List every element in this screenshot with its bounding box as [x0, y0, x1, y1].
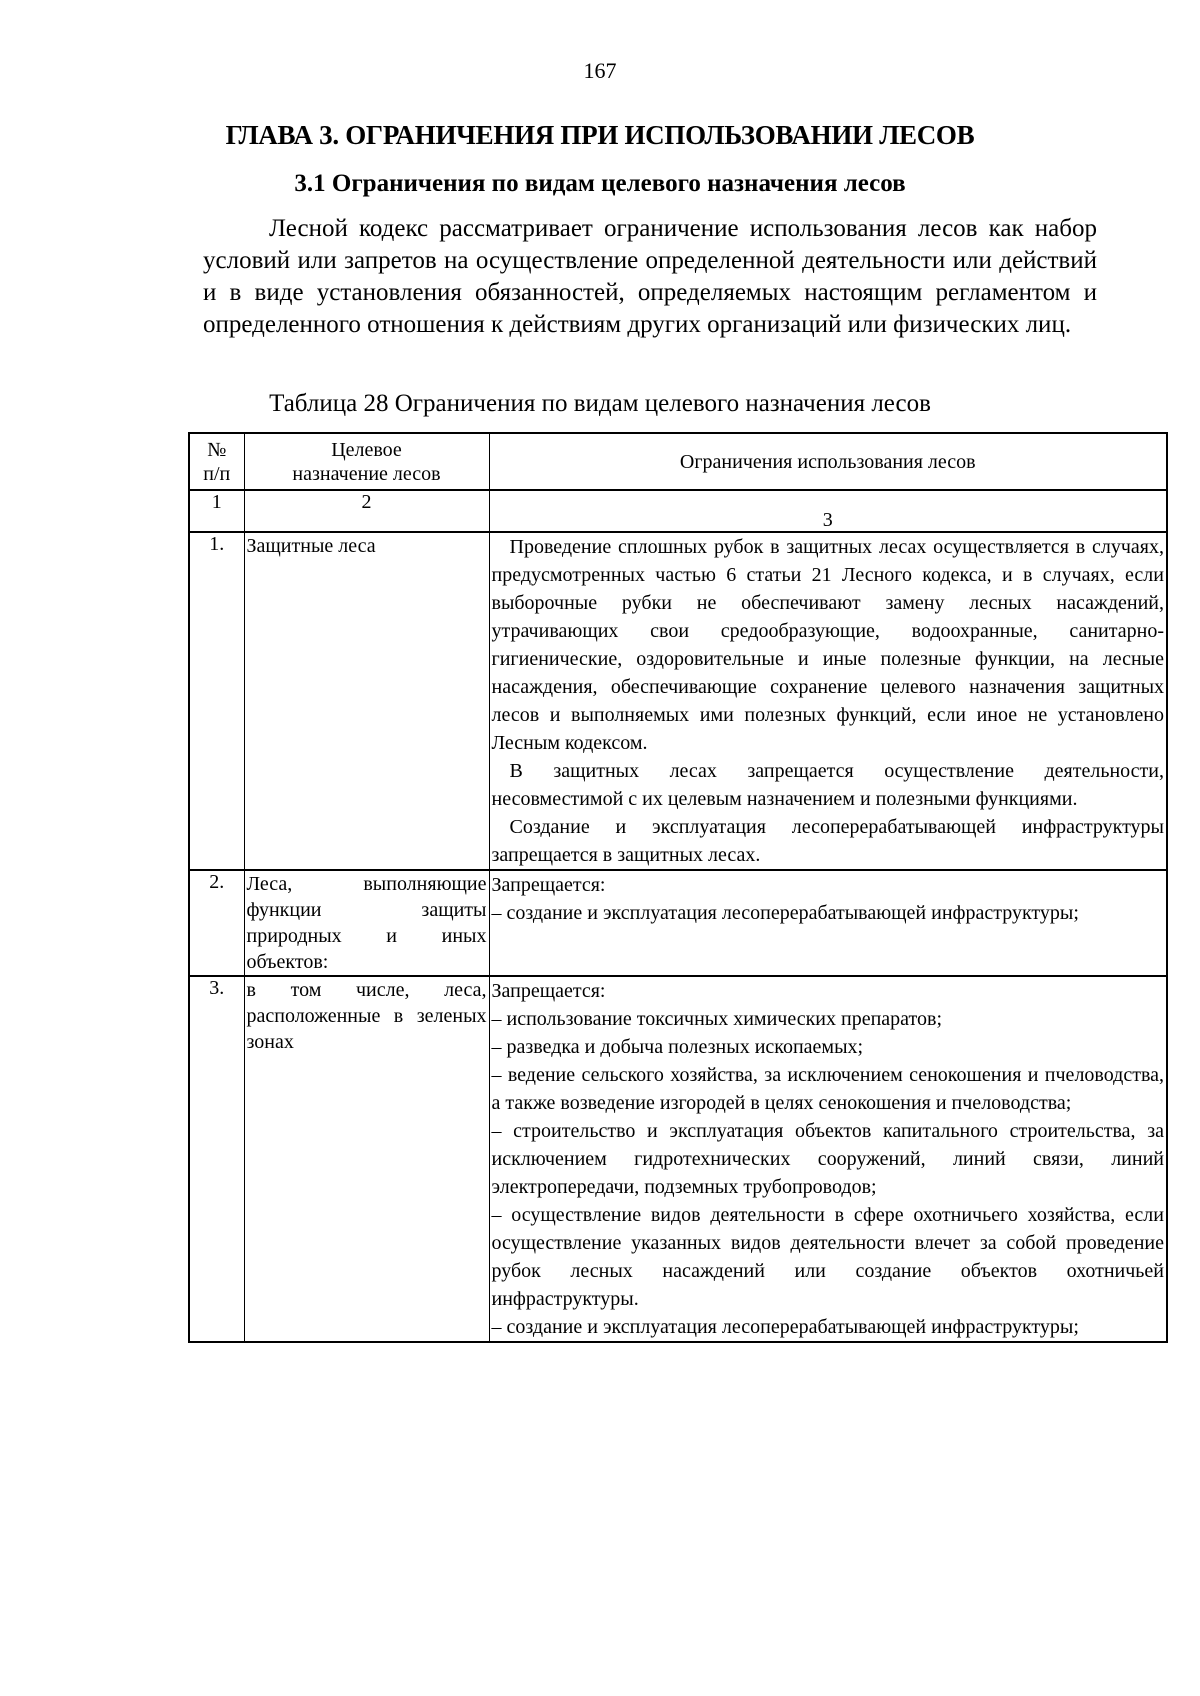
row-purpose: в том числе, леса, расположенные в зеленых зонах [244, 976, 489, 1342]
table-row [189, 870, 1167, 976]
restriction-paragraph: – разведка и добыча полезных ископаемых; [491, 1036, 864, 1058]
restriction-paragraph: – ведение сельского хозяйства, за исключением сенокошения и пчеловодства, а также возведение изгородей в целях сенокошения и пчеловодства; [491, 1064, 1164, 1114]
restrictions-table-container [188, 432, 1166, 1343]
table-row [189, 532, 1167, 870]
restriction-paragraph: В защитных лесах запрещается осуществление деятельности, несовместимой с их целевым назначением и полезными функциями. [491, 760, 1164, 810]
page-number: 167 [583, 58, 617, 83]
header-purpose-line1: Целевое [331, 438, 402, 461]
header-purpose-line2: назначение лесов [292, 462, 441, 485]
table-caption: Таблица 28 Ограничения по видам целевого назначения лесов [269, 390, 931, 417]
restriction-paragraph: Запрещается: [491, 980, 606, 1002]
header-number-line1: № [207, 438, 227, 461]
restriction-paragraph: Запрещается: [491, 874, 606, 896]
row-number: 1. [189, 532, 244, 870]
header-restrictions: Ограничения использования лесов [489, 433, 1167, 490]
row-restrictions [489, 870, 1167, 976]
row-restrictions [489, 532, 1167, 870]
restriction-paragraph: – создание и эксплуатация лесоперерабатывающей инфраструктуры; [491, 902, 1079, 924]
restriction-paragraph: Проведение сплошных рубок в защитных лесах осуществляется в случаях, предусмотренных частью 6 статьи 21 Лесного кодекса, и в случаях, если выборочные рубки не обеспечивают замену лесных насаждений, утрачивающих свои средообразующие, водоохранные, санитарно-гигиенические, оздоровительные и иные полезные функции, на лесные насаждения, обеспечивающие сохранение целевого назначения защитных лесов и выполняемых ими полезных функций, если иное не установлено Лесным кодексом. [491, 536, 1164, 754]
restriction-paragraph: – осуществление видов деятельности в сфере охотничьего хозяйства, если осуществление указанных видов деятельности влечет за собой проведение рубок лесных насаждений или создание объектов охотничьей инфраструктуры. [491, 1204, 1164, 1310]
restriction-paragraph: – создание и эксплуатация лесоперерабатывающей инфраструктуры; [491, 1316, 1079, 1338]
column-number-3: 3 [489, 490, 1167, 532]
chapter-title: ГЛАВА 3. ОГРАНИЧЕНИЯ ПРИ ИСПОЛЬЗОВАНИИ ЛЕСОВ [225, 120, 975, 150]
section-title: 3.1 Ограничения по видам целевого назначения лесов [294, 170, 906, 197]
restriction-paragraph: Создание и эксплуатация лесоперерабатывающей инфраструктуры запрещается в защитных лесах. [491, 816, 1164, 866]
restrictions-table [188, 432, 1168, 1343]
restriction-paragraph: – использование токсичных химических препаратов; [491, 1008, 943, 1030]
header-purpose [244, 433, 489, 490]
column-number-2: 2 [244, 490, 489, 532]
intro-paragraph: Лесной кодекс рассматривает ограничение использования лесов как набор условий или запретов на осуществление определенной деятельности или действий и в виде установления обязанностей, определяемых настоящим регламентом и определенного отношения к действиям других организаций или физических лиц. [203, 215, 1097, 338]
header-number-line2: п/п [203, 462, 231, 485]
table-row [189, 976, 1167, 1342]
row-restrictions [489, 976, 1167, 1342]
restriction-paragraph: – строительство и эксплуатация объектов капитального строительства, за исключением гидротехнических сооружений, линий связи, линий электропередачи, подземных трубопроводов; [491, 1120, 1164, 1198]
row-purpose: Защитные леса [244, 532, 489, 870]
header-number [189, 433, 244, 490]
row-purpose: Леса, выполняющие функции защиты природных и иных объектов: [244, 870, 489, 976]
column-number-row [189, 490, 1167, 532]
column-number-1: 1 [189, 490, 244, 532]
row-number: 2. [189, 870, 244, 976]
row-number: 3. [189, 976, 244, 1342]
table-header-row [189, 433, 1167, 490]
